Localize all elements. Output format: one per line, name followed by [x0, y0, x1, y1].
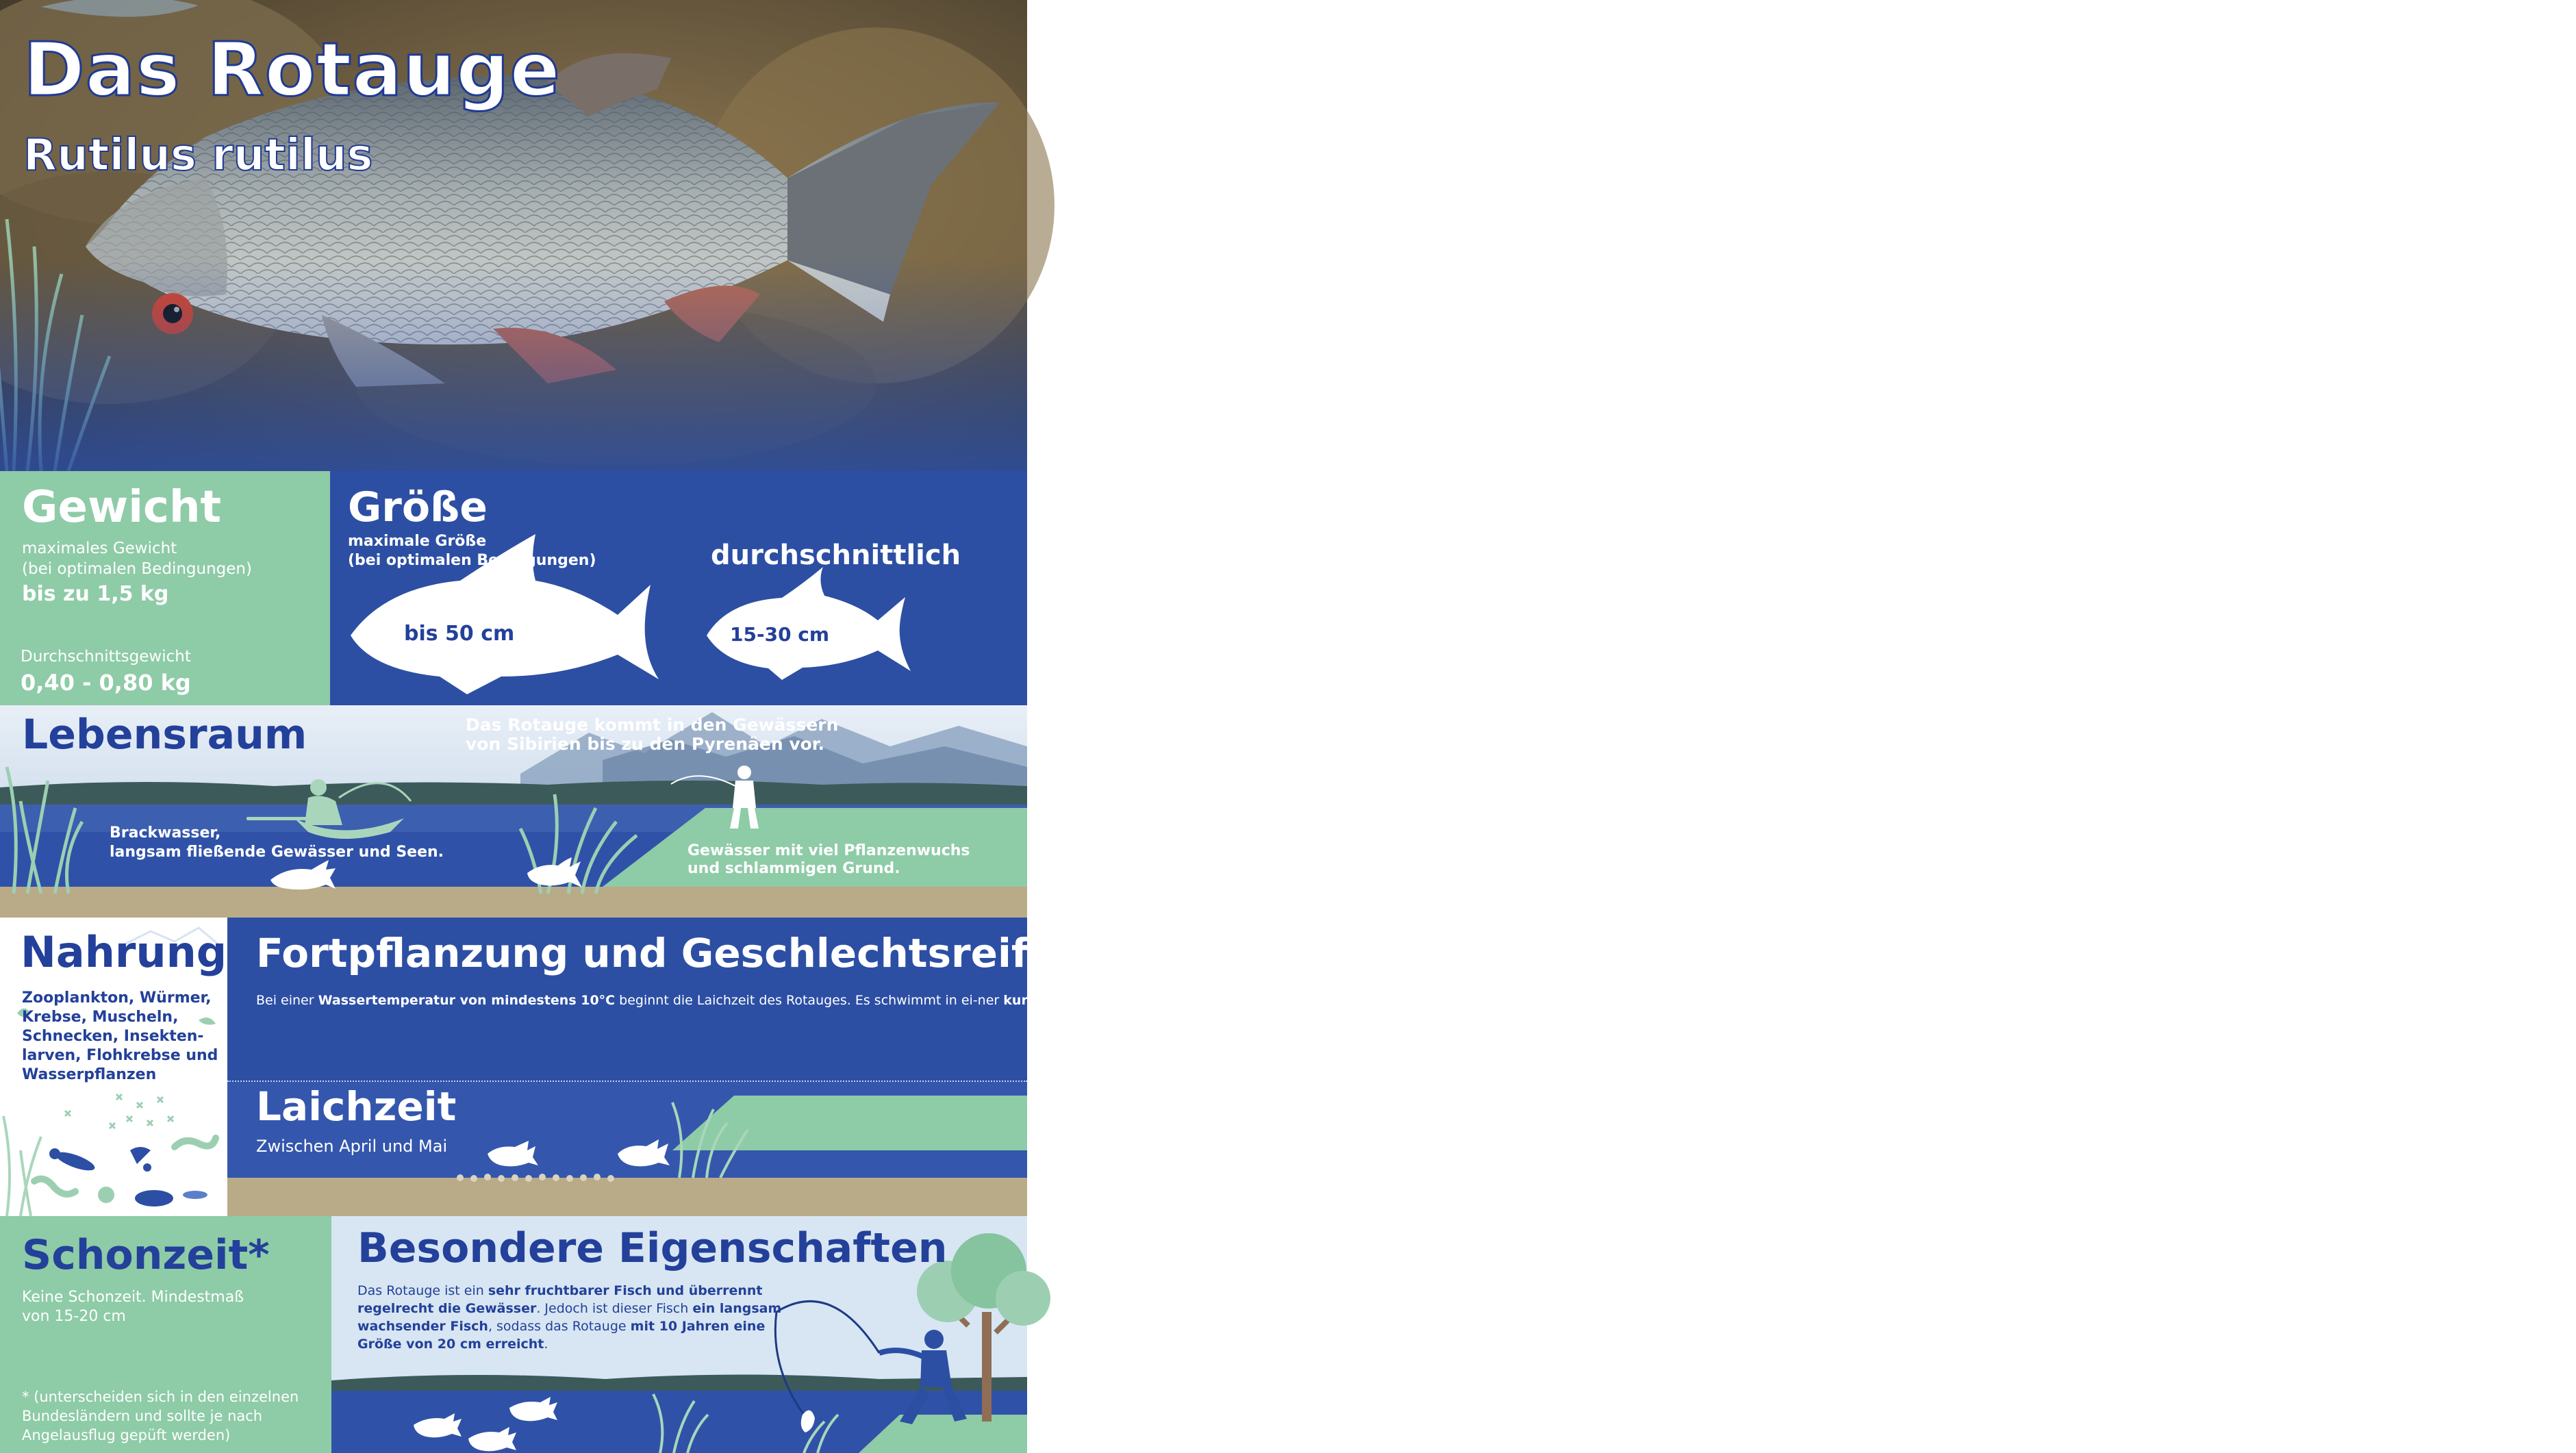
gewicht-avg-value: 0,40 - 0,80 kg — [21, 670, 191, 696]
schonzeit-panel — [0, 1216, 331, 1453]
schonzeit-text-line-1: Keine Schonzeit. Mindestmaß — [22, 1289, 244, 1306]
schonzeit-heading: Schonzeit* — [22, 1231, 270, 1279]
nahrung-item: Zooplankton, Würmer, — [22, 989, 212, 1007]
fortpflanzung-heading: Fortpflanzung und Geschlechtsreife — [256, 930, 1056, 976]
gewicht-panel — [0, 471, 330, 705]
groesse-max-condition: (bei optimalen Bedingungen) — [348, 552, 596, 569]
laichzeit-text: Zwischen April und Mai — [256, 1137, 448, 1156]
groesse-max-label: maximale Größe — [348, 533, 487, 550]
section-divider — [227, 1081, 1027, 1082]
groesse-heading: Größe — [348, 483, 488, 531]
plankton-icon — [65, 1094, 173, 1128]
gewicht-max-label: maximales Gewicht — [22, 540, 177, 557]
nahrung-list — [22, 989, 218, 1085]
groesse-panel — [330, 471, 1027, 705]
lebensraum-plants-line-1: Gewässer mit viel Pflanzenwuchs — [687, 842, 970, 859]
food-animals-icon — [49, 1147, 207, 1206]
lebensraum-plants-line-2: und schlammigen Grund. — [687, 860, 900, 877]
nahrung-item: Wasserpflanzen — [22, 1066, 157, 1083]
gewicht-avg-label: Durchschnittsgewicht — [21, 648, 191, 666]
besondere-panel — [331, 1216, 1027, 1453]
lebensraum-range-line-1: Das Rotauge kommt in den Gewässern — [466, 715, 839, 735]
page-title: Das Rotauge — [23, 27, 561, 113]
lebensraum-heading: Lebensraum — [22, 711, 307, 759]
hero-photo — [0, 0, 1027, 471]
groesse-avg-value: 15-30 cm — [730, 623, 830, 646]
species-name: Rutilus rutilus — [23, 130, 373, 181]
groesse-max-value: bis 50 cm — [404, 622, 515, 646]
lebensraum-range-line-2: von Sibirien bis zu den Pyrenäen vor. — [466, 734, 825, 754]
nahrung-panel — [0, 918, 227, 1216]
lebensraum-water-line-2: langsam fließende Gewässer und Seen. — [110, 844, 444, 861]
gewicht-max-condition: (bei optimalen Bedingungen) — [22, 560, 252, 578]
lebensraum-water-line-1: Brackwasser, — [110, 824, 221, 842]
nahrung-heading: Nahrung — [21, 927, 227, 977]
schonzeit-text-line-2: von 15-20 cm — [22, 1308, 126, 1325]
gewicht-heading: Gewicht — [22, 482, 222, 533]
nahrung-item: Krebse, Muscheln, — [22, 1009, 179, 1026]
fortpflanzung-text: Bei einer Wassertemperatur von mindestens 10°C beginnt die Laichzeit des Rotauges. Es schwimmt in ei-ner kurzen Laichwanderung ans flache Ufer mit viel Kraut, wo das Weibchen ca. 25.000 bis 1000.000 Eier an Wasserpflanzen ablegt. Nach 5-10 Tage schlüpfen die Larven und werden ab dem 2. Lebensjahr geschlechtsreif. — [256, 993, 2576, 1008]
besondere-text: Das Rotauge ist ein sehr fruchtbarer Fisch und überrennt regelrecht die Gewässer. Jedoch ist dieser Fisch ein langsam wachsender Fisch, sodass das Rotauge mit 10 Jahren eine Größe von 20 cm erreicht. — [357, 1283, 782, 1352]
nahrung-item: Schnecken, Insekten- — [22, 1028, 204, 1045]
groesse-avg-label: durchschnittlich — [711, 540, 961, 571]
schonzeit-footnote: * (unterscheiden sich in den einzelnen Bundesländern und sollte je nach Angelausflug gepüft werden) — [22, 1389, 299, 1443]
gewicht-max-value: bis zu 1,5 kg — [22, 582, 169, 606]
laichzeit-heading: Laichzeit — [256, 1083, 457, 1130]
lebensraum-panel — [0, 705, 1027, 918]
fortpflanzung-panel — [227, 918, 2576, 1216]
besondere-heading: Besondere Eigenschaften — [357, 1224, 948, 1272]
nahrung-item: larven, Flohkrebse und — [22, 1047, 218, 1064]
